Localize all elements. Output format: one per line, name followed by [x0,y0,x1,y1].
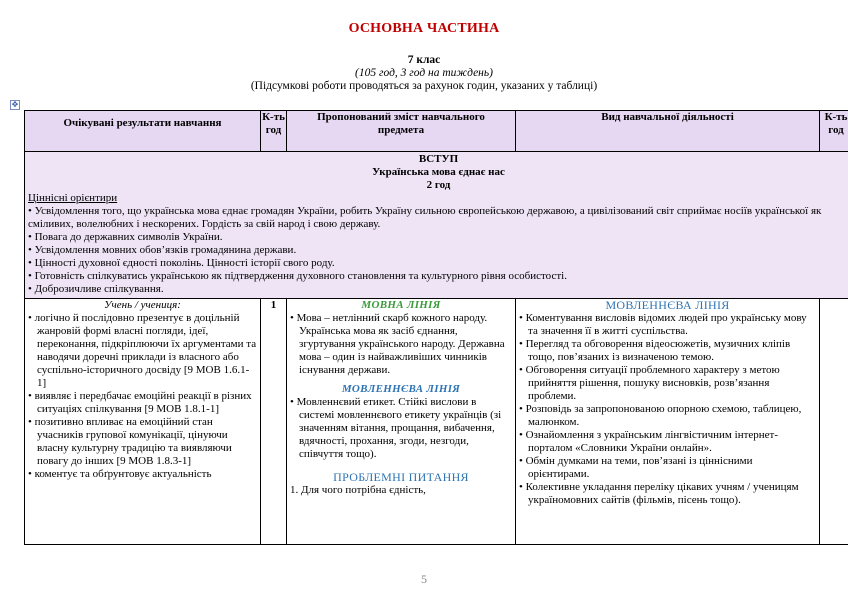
activity-item: • Обговорення ситуації проблемного характеру з метою прийняття рішення, пошуку висновків, розв’язання проблеми. [519,364,780,402]
activity-item: • Ознайомлення з українським лінгвістичним інтернет-порталом «Словники України онлайн». [519,429,779,454]
table-header-row [25,111,848,152]
hours-cell: 1 [261,299,287,545]
activity-item: • Перегляд та обговорення відеосюжетів, музичних кліпів тощо, пов’язаних із визначеною темою. [519,338,791,363]
values-heading: Ціннісні орієнтири [28,192,118,204]
activity-item: • Коментування висловів відомих людей про українську мову та значення її в житті суспільства. [519,312,807,337]
activity-item: • Обмін думками на теми, пов’язані із ціннісними орієнтирами. [519,455,753,480]
problem-question: 1. Для чого потрібна єдність, [290,484,426,496]
content-cell [287,299,516,545]
section-title: ВСТУП [418,153,459,165]
intro-row [25,152,848,299]
hours-note: (Підсумкові роботи проводяться за рахунок годин, указаних у таблиці) [250,80,598,92]
hours-label: (105 год, 3 год на тиждень) [355,67,493,79]
col-header-hours-2: К-ть год [820,111,848,152]
outcome-item: • логічно й послідовно презентує в доцільній жанровій формі власні погляди, ідеї, переконання, підкріплюючи їх аргументами та наводячи доречні приклади із власного або суспільно-історичного досвіду [9 МОВ 1.6.1-1] [28,312,257,389]
speech-line-text: • Мовленнєвий етикет. Стійкі вислови в системі мовленнєвого етикету українців (зі значенням вітання, прощання, вибачення, вдячності, прохання, згоди, незгоди, співчуття тощо). [290,396,502,460]
curriculum-table [24,110,848,545]
language-line-heading: МОВНА ЛІНІЯ [361,299,441,311]
section-topic: Українська мова єднає нас [372,166,505,178]
col-header-hours-1: К-ть год [261,111,287,152]
learner-label: Учень / учениця: [104,299,181,311]
content-row [25,299,848,545]
hours-cell-2 [820,299,848,545]
page-title: ОСНОВНА ЧАСТИНА [348,21,500,36]
col-header-content: Пропонований зміст навчального предмета [287,111,516,152]
value-item: • Цінності духовної єдності поколінь. Цінності історії свого роду. [28,257,335,269]
speech-line-heading: МОВЛЕННЄВА ЛІНІЯ [341,383,461,395]
value-item: • Готовність спілкуватись українською як підтвердження духовного становлення та культурного рівня особистості. [28,270,567,282]
value-item: • Усвідомлення мовних обов’язків громадянина держави. [28,244,297,256]
activity-cell [516,299,820,545]
outcome-item: • коментує та обґрунтовує актуальність [28,468,212,480]
value-item: • Доброзичливе спілкування. [28,283,164,295]
col-header-outcomes: Очікувані результати навчання [25,111,261,152]
section-hours: 2 год [426,179,451,191]
grade-label: 7 клас [407,54,441,66]
table-move-handle-icon[interactable]: ✥ [11,100,19,109]
activity-item: • Колективне укладання переліку цікавих учням / ученицям україномовних сайтів (фільмів, пісень тощо). [519,481,799,506]
activity-speech-heading: МОВЛЕННЄВА ЛІНІЯ [605,298,730,312]
outcome-item: • виявляє і передбачає емоційні реакції в різних ситуаціях спілкування [9 МОВ 1.8.1-1] [28,390,252,415]
outcome-item: • позитивно впливає на емоційний стан учасників групової комунікації, цінуючи власну культурну традицію та виявляючи повагу до інших [9 МОВ 1.8.3-1] [28,416,232,467]
outcomes-cell [25,299,261,545]
value-item: • Повага до державних символів України. [28,231,223,243]
page-number: 5 [421,572,427,586]
language-line-text: • Мова – нетлінний скарб кожного народу. Українська мова як засіб єднання, згуртування українського народу. Державна мова – один із найважливіших чинників існування держави. [290,312,505,376]
activity-item: • Розповідь за запропонованою опорною схемою, таблицею, малюнком. [519,403,802,428]
col-header-activity: Вид навчальної діяльності [516,111,820,152]
problem-questions-heading: ПРОБЛЕМНІ ПИТАННЯ [333,470,469,484]
value-item: • Усвідомлення того, що українська мова єднає громадян України, робить Україну сильною європейською державою, а цивілізований світ сприймає носіїв української як сміливих, волелюбних і нескорених. Гордість за свій народ і свою державу. [28,205,822,230]
